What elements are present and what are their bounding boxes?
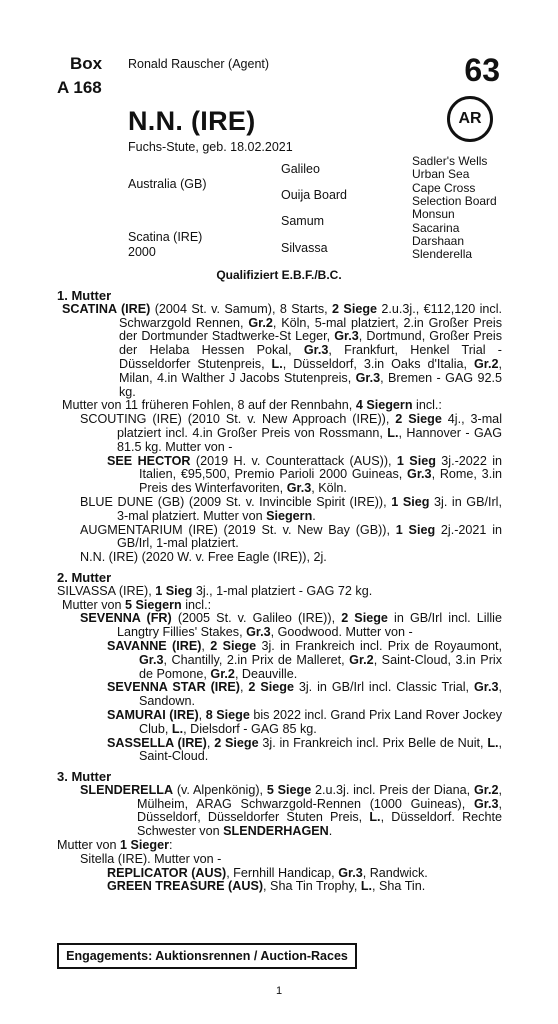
second-dam-entry: SILVASSA (IRE), 1 Sieg 3j., 1-mal platziert - GAG 72 kg. <box>57 583 373 598</box>
pedigree-great-grandparent: Slenderella <box>412 247 473 261</box>
horse-name: N.N. (IRE) <box>128 106 256 136</box>
produce-entry: BLUE DUNE (GB) (2009 St. v. Invincible Spirit (IRE)), 1 Sieg 3j. in GB/Irl, 3-mal platziert. Mutter von Siegern. <box>80 494 502 523</box>
pedigree-grandparent: Galileo <box>281 162 320 176</box>
pedigree-grandparent: Samum <box>281 214 325 228</box>
box-number: A 168 <box>57 78 102 97</box>
produce-entry: SEVENNA (FR) (2005 St. v. Galileo (IRE)), 2 Siege in GB/Irl incl. Lillie Langtry Fillies' Stakes, Gr.3, Goodwood. Mutter von - <box>80 611 502 640</box>
produce-entry: AUGMENTARIUM (IRE) (2019 St. v. New Bay (GB)), 1 Sieg 2j.-2021 in GB/Irl, 1-mal platziert. <box>80 522 503 551</box>
pedigree-great-grandparent: Sadler's Wells <box>412 154 488 168</box>
produce-grandchild-entry: SAVANNE (IRE), 2 Siege 3j. in Frankreich incl. Prix de Royaumont, Gr.3, Chantilly, 2.in Prix de Malleret, Gr.2, Saint-Cloud, 3.in Prix de Pomone, Gr.2, Deauville. <box>107 638 503 681</box>
produce-summary: Mutter von 1 Sieger: <box>57 838 173 853</box>
engagements-box: Engagements: Auktionsrennen / Auction-Races <box>57 943 357 969</box>
pedigree-great-grandparent: Urban Sea <box>412 167 470 181</box>
produce-entry: Sitella (IRE). Mutter von - <box>80 851 222 866</box>
catalogue-body <box>57 285 502 894</box>
produce-grandchild-entry: SEVENNA STAR (IRE), 2 Siege 3j. in GB/Irl incl. Classic Trial, Gr.3, Sandown. <box>107 680 502 709</box>
produce-summary: Mutter von 5 Siegern incl.: <box>62 597 212 612</box>
pedigree-great-grandparent: Monsun <box>412 207 455 221</box>
section-heading-3: 3. Mutter <box>57 769 112 785</box>
pedigree-great-grandparent: Sacarina <box>412 221 460 235</box>
box-label: Box <box>70 54 103 73</box>
produce-grandchild-entry: SAMURAI (IRE), 8 Siege bis 2022 incl. Grand Prix Land Rover Jockey Club, L., Dielsdorf - GAG 85 kg. <box>107 707 502 736</box>
produce-summary: Mutter von 11 früheren Fohlen, 8 auf der Rennbahn, 4 Siegern incl.: <box>62 398 442 413</box>
produce-grandchild-entry: SASSELLA (IRE), 2 Siege 3j. in Frankreich incl. Prix Belle de Nuit, L., Saint-Cloud. <box>107 735 503 764</box>
pedigree-great-grandparent: Selection Board <box>412 194 497 208</box>
pedigree-grandparent: Silvassa <box>281 241 328 255</box>
produce-grandchild-entry: GREEN TREASURE (AUS), Sha Tin Trophy, L., Sha Tin. <box>107 879 426 894</box>
pedigree-sire: Australia (GB) <box>128 177 207 191</box>
qualification: Qualifiziert E.B.F./B.C. <box>216 268 342 282</box>
dam-entry: SCATINA (IRE) (2004 St. v. Samum), 8 Starts, 2 Siege 2.u.3j., €112,120 incl. Schwarzgold Rennen, Gr.2, Köln, 5-mal platziert, 2.in Großer Preis der Dortmunder Stadtwerke-St Leger, Gr.3, Dortmund, Großer Preis der Helaba Hessen Pokal, Gr.3, Frankfurt, Henkel Trial - Düsseldorfer Stutenpreis, L., Düsseldorf, 3.in Oaks d'Italia, Gr.2, Milan, 4.in Walther J Jacobs Stutenpreis, Gr.3, Bremen - GAG 92.5 kg. <box>62 301 503 399</box>
produce-entry: SCOUTING (IRE) (2010 St. v. New Approach (IRE)), 2 Siege 4j., 3-mal platziert incl. 4.in Großer Preis von Rossmann, L., Hannover - GAG 81.5 kg. Mutter von - <box>80 412 502 454</box>
pedigree-dam-year: 2000 <box>128 245 156 259</box>
page-number: 1 <box>275 985 283 997</box>
section-heading-1: 1. Mutter <box>57 288 112 303</box>
third-dam-entry: SLENDERELLA (v. Alpenkönig), 5 Siege 2.u.3j. incl. Preis der Diana, Gr.2, Mülheim, ARAG Schwarzgold-Rennen (1000 Guineas), Gr.3, Düsseldorf, Düsseldorfer Stuten Preis, L., Düsseldorf. Rechte Schwester von SLENDERHAGEN. <box>80 782 502 839</box>
produce-entry: N.N. (IRE) (2020 W. v. Free Eagle (IRE)), 2j. <box>80 550 327 565</box>
section-heading-2: 2. Mutter <box>57 569 112 585</box>
pedigree-grandparent: Ouija Board <box>281 188 348 202</box>
horse-description: Fuchs-Stute, geb. 18.02.2021 <box>128 140 293 154</box>
lot-number: 63 <box>464 52 500 88</box>
produce-grandchild-entry: REPLICATOR (AUS), Fernhill Handicap, Gr.3, Randwick. <box>107 865 428 880</box>
pedigree-great-grandparent: Cape Cross <box>412 181 476 195</box>
pedigree-dam: Scatina (IRE) <box>128 230 203 244</box>
ar-badge: AR <box>447 96 493 142</box>
agent-name: Ronald Rauscher (Agent) <box>128 57 270 71</box>
produce-grandchild-entry: SEE HECTOR (2019 H. v. Counterattack (AUS)), 1 Sieg 3j.-2022 in Italien, €95,500, Premio Parioli 2000 Guineas, Gr.3, Rome, 3.in Preis des Winterfavoriten, Gr.3, Köln. <box>107 453 503 496</box>
pedigree-great-grandparent: Darshaan <box>412 234 465 248</box>
